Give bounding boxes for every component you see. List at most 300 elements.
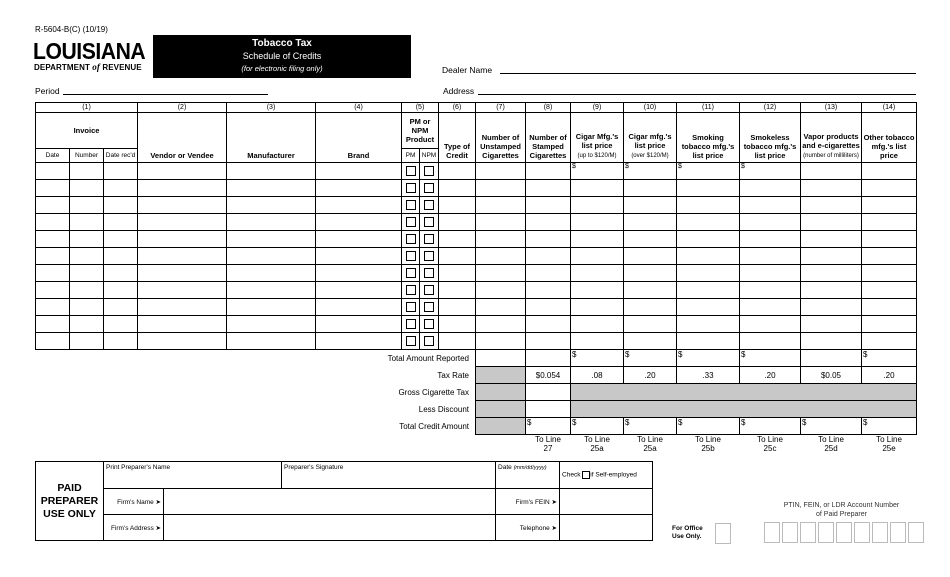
rate-value: .20 — [624, 367, 677, 384]
total-cell[interactable]: $ — [571, 350, 624, 367]
entry-cell[interactable] — [740, 316, 801, 333]
cigar-low-sub: (up to $120/M) — [577, 153, 617, 159]
entry-cell[interactable] — [740, 299, 801, 316]
pm-header: PM — [402, 149, 420, 163]
firm-address-field[interactable] — [164, 515, 496, 541]
npm-checkbox[interactable] — [424, 285, 434, 295]
entry-cell[interactable] — [677, 333, 740, 350]
cigar-high-sub: (over $120/M) — [631, 153, 669, 159]
entry-cell[interactable] — [862, 299, 917, 316]
entry-cell[interactable] — [36, 180, 70, 197]
ptin-boxes — [764, 522, 926, 543]
entry-cell[interactable] — [138, 231, 227, 248]
date-recd-header: Date rec'd — [104, 149, 138, 163]
preparer-name-field[interactable]: Print Preparer's Name — [104, 462, 282, 489]
entry-cell[interactable] — [70, 163, 104, 180]
entry-cell[interactable] — [316, 163, 402, 180]
form-note: (for electronic filing only) — [241, 64, 323, 73]
total-cell[interactable] — [801, 350, 862, 367]
entry-cell[interactable] — [677, 214, 740, 231]
entry-cell[interactable] — [227, 214, 316, 231]
entry-cell[interactable] — [677, 299, 740, 316]
entry-cell[interactable] — [801, 265, 862, 282]
entry-cell[interactable] — [801, 231, 862, 248]
npm-checkbox[interactable] — [424, 251, 434, 261]
pm-checkbox[interactable] — [406, 302, 416, 312]
entry-cell[interactable] — [439, 316, 476, 333]
pm-checkbox[interactable] — [406, 336, 416, 346]
entry-cell[interactable] — [138, 333, 227, 350]
col-num: (7) — [476, 103, 526, 113]
entry-cell[interactable] — [624, 248, 677, 265]
entry-cell[interactable] — [677, 197, 740, 214]
entry-cell[interactable] — [227, 197, 316, 214]
total-cell[interactable]: $ — [677, 350, 740, 367]
dealer-name-field[interactable] — [500, 73, 916, 74]
shaded-cell — [476, 367, 526, 384]
pm-checkbox[interactable] — [406, 183, 416, 193]
smokeless-header: Smokeless tobacco mfg.'s list price — [740, 113, 801, 163]
credit-cell[interactable]: $ — [862, 418, 917, 435]
entry-cell[interactable] — [801, 333, 862, 350]
npm-checkbox[interactable] — [424, 200, 434, 210]
entry-cell[interactable] — [862, 163, 917, 180]
entry-cell[interactable] — [70, 197, 104, 214]
entry-cell[interactable] — [104, 180, 138, 197]
entry-cell[interactable] — [624, 197, 677, 214]
firm-fein-field[interactable] — [560, 489, 653, 515]
npm-checkbox-cell — [420, 265, 439, 282]
ptin-digit-box[interactable] — [872, 522, 888, 543]
entry-cell[interactable] — [316, 282, 402, 299]
entry-cell[interactable] — [624, 231, 677, 248]
ptin-digit-box[interactable] — [800, 522, 816, 543]
col-num: (6) — [439, 103, 476, 113]
entry-cell[interactable] — [526, 316, 571, 333]
entry-cell[interactable] — [624, 265, 677, 282]
entry-cell[interactable] — [138, 248, 227, 265]
entry-cell[interactable] — [526, 197, 571, 214]
entry-cell[interactable] — [526, 299, 571, 316]
entry-cell[interactable] — [677, 265, 740, 282]
entry-cell[interactable] — [36, 197, 70, 214]
entry-cell[interactable] — [138, 316, 227, 333]
entry-cell[interactable] — [104, 282, 138, 299]
entry-cell[interactable] — [227, 316, 316, 333]
entry-cell[interactable] — [316, 299, 402, 316]
entry-cell[interactable] — [571, 282, 624, 299]
entry-cell[interactable] — [138, 163, 227, 180]
entry-cell[interactable] — [526, 265, 571, 282]
entry-cell[interactable] — [526, 214, 571, 231]
col-num: (13) — [801, 103, 862, 113]
entry-cell[interactable] — [316, 214, 402, 231]
entry-cell[interactable] — [862, 231, 917, 248]
entry-cell[interactable] — [476, 248, 526, 265]
entry-cell[interactable] — [862, 282, 917, 299]
entry-cell[interactable] — [316, 180, 402, 197]
entry-cell[interactable] — [439, 231, 476, 248]
gross-tax-label: Gross Cigarette Tax — [398, 387, 469, 397]
entry-row — [36, 316, 917, 333]
entry-cell[interactable] — [476, 265, 526, 282]
entry-cell[interactable] — [439, 333, 476, 350]
entry-cell[interactable] — [36, 163, 70, 180]
telephone-field[interactable] — [560, 515, 653, 541]
credit-cell[interactable]: $ — [571, 418, 624, 435]
to-line: To Line 25c — [757, 435, 783, 453]
entry-cell[interactable] — [227, 248, 316, 265]
entry-cell[interactable] — [70, 299, 104, 316]
tax-rate-row — [36, 367, 917, 384]
vapor-header — [801, 113, 862, 163]
entry-cell[interactable] — [36, 333, 70, 350]
entry-cell[interactable] — [439, 282, 476, 299]
entry-cell[interactable] — [801, 299, 862, 316]
to-line: To Line 25a — [584, 435, 610, 453]
entry-cell[interactable] — [862, 197, 917, 214]
entry-cell[interactable] — [70, 180, 104, 197]
credit-cell[interactable]: $ — [624, 418, 677, 435]
pm-checkbox[interactable] — [406, 285, 416, 295]
gross-tax-row — [36, 384, 917, 401]
spacer — [36, 435, 526, 456]
entry-cell[interactable] — [476, 231, 526, 248]
pm-checkbox[interactable] — [406, 268, 416, 278]
entry-cell[interactable] — [439, 180, 476, 197]
type-credit-header: Type of Credit — [439, 113, 476, 163]
npm-checkbox[interactable] — [424, 268, 434, 278]
entry-cell[interactable] — [316, 197, 402, 214]
npm-checkbox-cell — [420, 248, 439, 265]
entry-row — [36, 265, 917, 282]
entry-cell[interactable] — [439, 163, 476, 180]
credit-cell[interactable]: $ — [740, 418, 801, 435]
entry-cell[interactable] — [677, 180, 740, 197]
entry-cell[interactable]: $ — [677, 163, 740, 180]
col-num: (4) — [316, 103, 402, 113]
npm-checkbox-cell — [420, 333, 439, 350]
ptin-digit-box[interactable] — [818, 522, 834, 543]
to-line: To Line 25d — [818, 435, 844, 453]
entry-cell[interactable] — [316, 333, 402, 350]
entry-cell[interactable] — [801, 316, 862, 333]
entry-cell[interactable] — [740, 214, 801, 231]
entry-cell[interactable] — [138, 265, 227, 282]
pm-checkbox[interactable] — [406, 200, 416, 210]
ptin-digit-box[interactable] — [908, 522, 924, 543]
entry-cell[interactable] — [571, 248, 624, 265]
entry-cell[interactable] — [138, 197, 227, 214]
to-line: To Line 25a — [637, 435, 663, 453]
ptin-digit-box[interactable] — [890, 522, 906, 543]
entry-cell[interactable] — [624, 282, 677, 299]
pm-checkbox[interactable] — [406, 234, 416, 244]
credit-cell[interactable]: $ — [526, 418, 571, 435]
npm-checkbox[interactable] — [424, 217, 434, 227]
entry-cell[interactable] — [104, 299, 138, 316]
shaded-cell — [476, 401, 526, 418]
entry-cell[interactable] — [476, 299, 526, 316]
npm-checkbox-cell — [420, 299, 439, 316]
to-line: To Line 25e — [876, 435, 902, 453]
pm-checkbox-cell — [402, 316, 420, 333]
entry-cell[interactable] — [571, 265, 624, 282]
entry-cell[interactable] — [138, 282, 227, 299]
entry-cell[interactable] — [36, 282, 70, 299]
shaded-cell — [476, 418, 526, 435]
entry-cell[interactable] — [571, 231, 624, 248]
entry-cell[interactable] — [227, 231, 316, 248]
pm-npm-header: PM or NPM Product — [402, 113, 439, 149]
entry-cell[interactable] — [677, 316, 740, 333]
entry-cell[interactable] — [740, 197, 801, 214]
total-reported-label: Total Amount Reported — [387, 353, 469, 363]
col-num: (11) — [677, 103, 740, 113]
entry-cell[interactable] — [70, 316, 104, 333]
col-num: (8) — [526, 103, 571, 113]
ptin-digit-box[interactable] — [836, 522, 852, 543]
entry-cell[interactable] — [227, 265, 316, 282]
entry-cell[interactable] — [801, 282, 862, 299]
entry-cell[interactable] — [801, 163, 862, 180]
form-subtitle: Schedule of Credits — [242, 51, 322, 61]
entry-cell[interactable] — [476, 214, 526, 231]
entry-cell[interactable] — [526, 163, 571, 180]
entry-cell[interactable] — [316, 265, 402, 282]
cigar-high-header — [624, 113, 677, 163]
entry-row — [36, 282, 917, 299]
period-field[interactable] — [63, 94, 268, 95]
npm-checkbox[interactable] — [424, 234, 434, 244]
pm-checkbox[interactable] — [406, 251, 416, 261]
ptin-digit-box[interactable] — [764, 522, 780, 543]
entry-cell[interactable] — [526, 231, 571, 248]
entry-cell[interactable] — [439, 214, 476, 231]
number-header: Number — [70, 149, 104, 163]
entry-cell[interactable] — [36, 316, 70, 333]
entry-cell[interactable] — [624, 333, 677, 350]
entry-cell[interactable] — [624, 316, 677, 333]
pm-checkbox-cell — [402, 248, 420, 265]
entry-cell[interactable] — [862, 265, 917, 282]
manufacturer-header: Manufacturer — [227, 113, 316, 163]
entry-cell[interactable] — [36, 248, 70, 265]
entry-cell[interactable] — [801, 197, 862, 214]
entry-cell[interactable] — [571, 316, 624, 333]
entry-cell[interactable] — [526, 180, 571, 197]
entry-cell[interactable] — [740, 248, 801, 265]
entry-row — [36, 214, 917, 231]
office-use-box — [715, 523, 731, 544]
entry-cell[interactable] — [104, 214, 138, 231]
ptin-digit-box[interactable] — [854, 522, 870, 543]
entry-cell[interactable] — [801, 214, 862, 231]
entry-cell[interactable] — [316, 231, 402, 248]
entry-cell[interactable] — [740, 282, 801, 299]
entry-cell[interactable] — [862, 214, 917, 231]
credit-cell[interactable]: $ — [677, 418, 740, 435]
col-num: (14) — [862, 103, 917, 113]
shaded-cell — [476, 384, 526, 401]
entry-cell[interactable] — [36, 265, 70, 282]
entry-cell[interactable] — [36, 214, 70, 231]
discount-value[interactable] — [526, 401, 571, 418]
entry-cell[interactable] — [104, 163, 138, 180]
entry-cell[interactable] — [526, 248, 571, 265]
entry-cell[interactable] — [476, 180, 526, 197]
pm-checkbox-cell — [402, 299, 420, 316]
entry-cell[interactable] — [571, 299, 624, 316]
npm-checkbox-cell — [420, 231, 439, 248]
entry-cell[interactable] — [227, 180, 316, 197]
entry-cell[interactable] — [70, 333, 104, 350]
entry-cell[interactable] — [439, 265, 476, 282]
entry-cell[interactable] — [70, 282, 104, 299]
entry-cell[interactable] — [104, 333, 138, 350]
entry-cell[interactable] — [526, 333, 571, 350]
entry-cell[interactable]: $ — [740, 163, 801, 180]
preparer-date-field[interactable]: Date (mm/dd/yyyy) — [496, 462, 560, 489]
total-credit-label: Total Credit Amount — [399, 421, 469, 431]
firm-name-field[interactable] — [164, 489, 496, 515]
entry-cell[interactable] — [476, 282, 526, 299]
pm-checkbox-cell — [402, 180, 420, 197]
invoice-header: Invoice — [36, 113, 138, 149]
npm-checkbox[interactable] — [424, 166, 434, 176]
address-field[interactable] — [478, 94, 916, 95]
rate-value: .20 — [862, 367, 917, 384]
cigar-high-label: Cigar mfg.'s list price — [628, 132, 672, 150]
entry-cell[interactable] — [571, 214, 624, 231]
entry-cell[interactable] — [526, 282, 571, 299]
entry-cell[interactable] — [740, 231, 801, 248]
entry-cell[interactable] — [624, 299, 677, 316]
entry-cell[interactable] — [571, 333, 624, 350]
npm-checkbox-cell — [420, 214, 439, 231]
entry-cell[interactable] — [862, 180, 917, 197]
total-stamped[interactable] — [526, 350, 571, 367]
gross-tax-value[interactable] — [526, 384, 571, 401]
entry-cell[interactable] — [227, 163, 316, 180]
total-unstamped[interactable] — [476, 350, 526, 367]
entry-cell[interactable] — [227, 282, 316, 299]
entry-cell[interactable] — [439, 248, 476, 265]
preparer-signature-field[interactable]: Preparer's Signature — [282, 462, 496, 489]
entry-cell[interactable] — [862, 333, 917, 350]
entry-cell[interactable] — [316, 248, 402, 265]
form-number: R-5604-B(C) (10/19) — [35, 25, 108, 34]
entry-cell[interactable] — [624, 180, 677, 197]
entry-cell[interactable] — [476, 163, 526, 180]
pm-checkbox[interactable] — [406, 166, 416, 176]
col-num: (2) — [138, 103, 227, 113]
entry-cell[interactable] — [104, 265, 138, 282]
address-label: Address — [443, 86, 475, 96]
firm-fein-label: Firm's FEIN ➤ — [496, 489, 560, 515]
entry-cell[interactable] — [862, 248, 917, 265]
ptin-digit-box[interactable] — [782, 522, 798, 543]
col-num: (9) — [571, 103, 624, 113]
entry-cell[interactable] — [740, 180, 801, 197]
entry-cell[interactable] — [138, 214, 227, 231]
entry-cell[interactable] — [571, 197, 624, 214]
entry-cell[interactable] — [677, 231, 740, 248]
entry-cell[interactable] — [70, 214, 104, 231]
entry-cell[interactable] — [677, 248, 740, 265]
entry-cell[interactable] — [862, 316, 917, 333]
entry-cell[interactable] — [36, 231, 70, 248]
entry-cell[interactable]: $ — [624, 163, 677, 180]
entry-cell[interactable]: $ — [571, 163, 624, 180]
entry-cell[interactable] — [801, 248, 862, 265]
entry-cell[interactable] — [138, 180, 227, 197]
total-cell[interactable]: $ — [624, 350, 677, 367]
office-use-label: For Office Use Only. — [672, 525, 703, 540]
less-discount-row — [36, 401, 917, 418]
entry-row — [36, 299, 917, 316]
entry-cell[interactable] — [227, 333, 316, 350]
pm-checkbox[interactable] — [406, 319, 416, 329]
cigar-low-label: Cigar Mfg.'s list price — [575, 132, 619, 150]
entry-cell[interactable] — [801, 180, 862, 197]
rate-value: $0.05 — [801, 367, 862, 384]
entry-cell[interactable] — [476, 316, 526, 333]
pm-checkbox-cell — [402, 197, 420, 214]
total-cell[interactable]: $ — [740, 350, 801, 367]
entry-row — [36, 231, 917, 248]
npm-checkbox[interactable] — [424, 302, 434, 312]
npm-checkbox[interactable] — [424, 183, 434, 193]
entry-cell[interactable] — [740, 333, 801, 350]
pm-checkbox-cell — [402, 214, 420, 231]
npm-checkbox[interactable] — [424, 336, 434, 346]
col-num: (5) — [402, 103, 439, 113]
entry-cell[interactable] — [70, 231, 104, 248]
entry-cell[interactable] — [70, 265, 104, 282]
entry-cell[interactable] — [740, 265, 801, 282]
credit-cell[interactable]: $ — [801, 418, 862, 435]
total-cell[interactable]: $ — [862, 350, 917, 367]
brand-header: Brand — [316, 113, 402, 163]
entry-cell[interactable] — [476, 197, 526, 214]
entry-cell[interactable] — [571, 180, 624, 197]
entry-cell[interactable] — [227, 299, 316, 316]
entry-cell[interactable] — [316, 316, 402, 333]
entry-cell[interactable] — [677, 282, 740, 299]
entry-cell[interactable] — [36, 299, 70, 316]
ptin-label: PTIN, FEIN, or LDR Account Number of Paid Preparer — [783, 502, 900, 518]
entry-cell[interactable] — [138, 299, 227, 316]
entry-cell[interactable] — [70, 248, 104, 265]
entry-cell[interactable] — [439, 197, 476, 214]
entry-cell[interactable] — [104, 248, 138, 265]
entry-cell[interactable] — [104, 316, 138, 333]
louisiana-logo: LOUISIANA — [33, 38, 146, 64]
entry-cell[interactable] — [439, 299, 476, 316]
npm-checkbox[interactable] — [424, 319, 434, 329]
entry-cell[interactable] — [104, 197, 138, 214]
dealer-name-label: Dealer Name — [442, 65, 493, 75]
entry-cell[interactable] — [476, 333, 526, 350]
entry-cell[interactable] — [624, 214, 677, 231]
col-num: (10) — [624, 103, 677, 113]
pm-checkbox[interactable] — [406, 217, 416, 227]
shaded-cell — [571, 401, 917, 418]
paid-preparer-section — [35, 461, 653, 541]
to-line: To Line 25b — [695, 435, 721, 453]
entry-cell[interactable] — [104, 231, 138, 248]
